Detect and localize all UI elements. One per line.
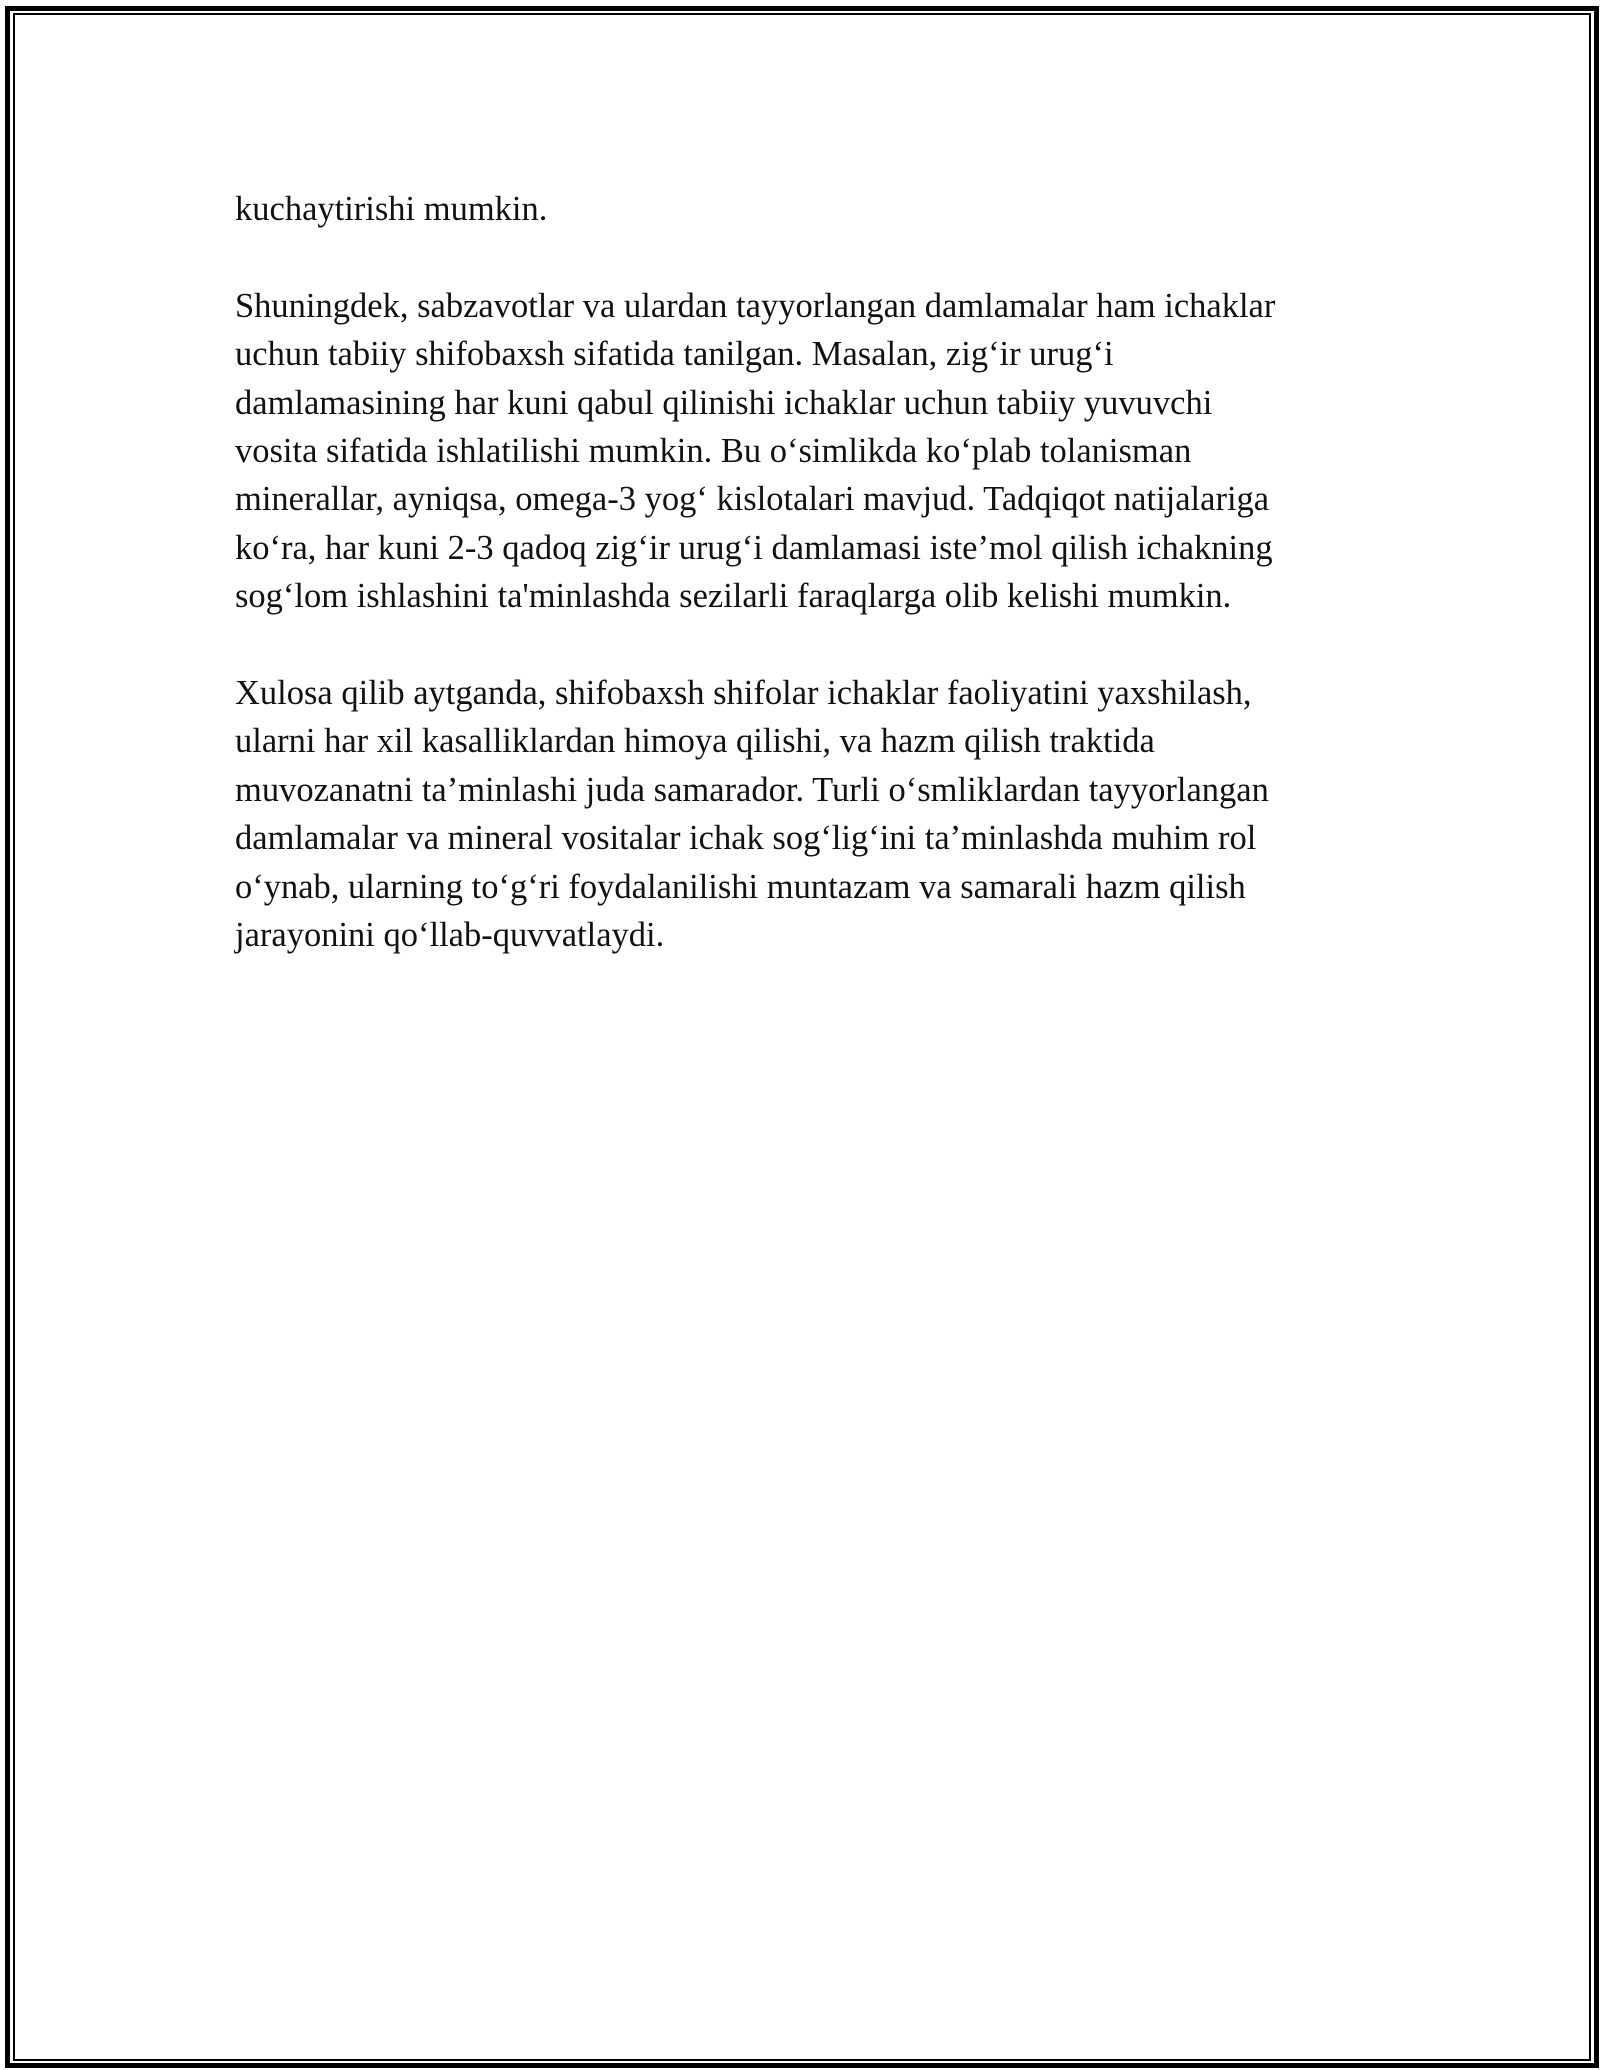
paragraph-conclusion: Xulosa qilib aytganda, shifobaxsh shifolar ichaklar faoliyatini yaxshilash, ularni har xil kasalliklardan himoya qilishi, va hazm qilish traktida muvozanatni ta’minlashi juda samarador. Turli o‘smliklardan tayyorlangan damlamalar va mineral vositalar ichak sog‘lig‘ini ta’minlashda muhim rol o‘ynab, ularning to‘g‘ri foydalanilishi muntazam va samarali hazm qilish jarayonini qo‘llab-quvvatlaydi. (235, 674, 1269, 955)
document-body (235, 185, 1375, 1008)
paragraph-continuation: kuchaytirishi mumkin. (235, 190, 548, 228)
paragraph-flaxseed: Shuningdek, sabzavotlar va ulardan tayyorlangan damlamalar ham ichaklar uchun tabiiy shifobaxsh sifatida tanilgan. Masalan, zig‘ir urug‘i damlamasining har kuni qabul qilinishi ichaklar uchun tabiiy yuvuvchi vosita sifatida ishlatilishi mumkin. Bu o‘simlikda ko‘plab tolanisman minerallar, ayniqsa, omega-3 yog‘ kislotalari mavjud. Tadqiqot natijalariga ko‘ra, har kuni 2-3 qadoq zig‘ir urug‘i damlamasi iste’mol qilish ichakning sog‘lom ishlashini ta'minlashda sezilarli faraqlarga olib kelishi mumkin. (235, 286, 1276, 616)
